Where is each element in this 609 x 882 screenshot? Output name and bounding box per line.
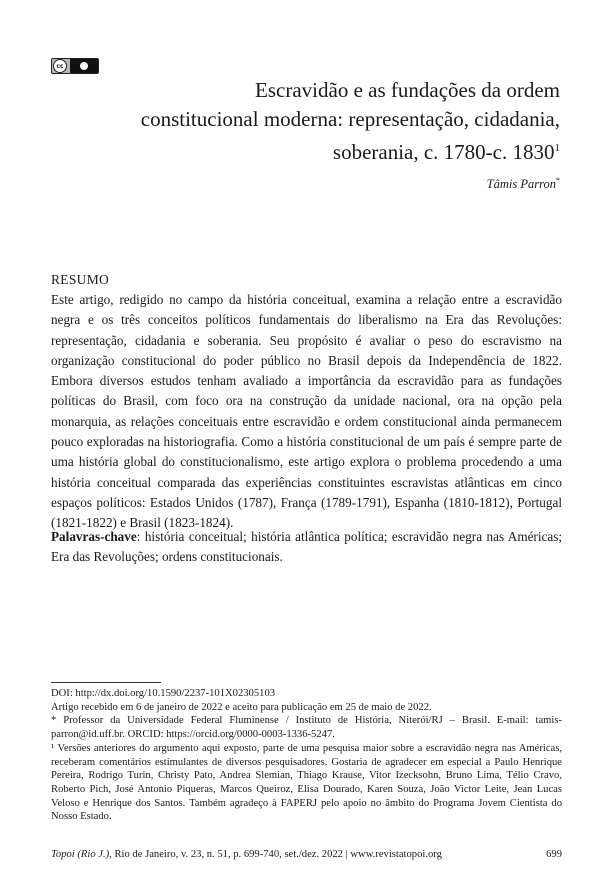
doi-line: DOI: http://dx.doi.org/10.1590/2237-101X02305103 xyxy=(51,688,276,699)
article-title: Escravidão e as fundações da ordem constitucional moderna: representação, cidadania, soberania, c. 1780-c. 1830$^1$ xyxy=(140,78,560,164)
cc-by-icon xyxy=(51,58,99,74)
abstract-text: Este artigo, redigido no campo da história conceitual, examina a relação entre a escravidão negra e os três conceitos políticos fundamentais do liberalismo na Era das Revoluções: representação, cidadania e soberania. Seu propósito é avaliar o peso do escravismo na organização constitucional do poder público no Brasil depois da Independência de 1822. Embora diversos estudos tenham avaliado a importância da escravidão para as fundações políticas do Brasil, com foco ora na construção da unidade nacional, ora na opção pela monarquia, as relações conceituais entre escravidão e ordem constitucional ainda permanecem pouco exploradas na historiografia. Como a história constitucional de um país é sempre parte de uma história global do constitucionalismo, este artigo explora o problema procedendo a uma história conceitual comparada das experiências constituintes escravistas atlânticas em cinco espaços políticos: Estados Unidos (1787), França (1789-1791), Espanha (1810-1812), Portugal (1821-1822) e Brasil (1823-1824). xyxy=(51,292,562,531)
page-footer xyxy=(51,849,562,860)
keywords-label: Palavras-chave xyxy=(51,529,137,544)
received-line: Artigo recebido em 6 de janeiro de 2022 e aceito para publicação em 25 de maio de 2022. xyxy=(51,701,432,713)
footnotes xyxy=(51,687,562,824)
keywords-text: : história conceitual; história atlântica política; escravidão negra nas Américas; Era das Revoluções; ordens constitucionais. xyxy=(51,529,562,565)
footnote-divider xyxy=(51,682,161,683)
author-affiliation-note: * Professor da Universidade Federal Fluminense / Instituto de História, Niterói/RJ – Brasil. E-mail: tamis-parron@id.uff.br. ORCID: https://orcid.org/0000-0003-1336-5247. xyxy=(51,715,562,741)
journal-name: Topoi (Rio J.) xyxy=(51,849,110,860)
by-logo xyxy=(70,59,98,73)
abstract-heading: RESUMO xyxy=(51,272,110,287)
author-footnote-marker: * xyxy=(556,176,560,185)
keywords xyxy=(51,527,562,568)
acknowledgement-note: ¹ Versões anteriores do argumento aqui exposto, parte de uma pesquisa maior sobre a escravidão negra nas Américas, receberam comentários estimulantes de diversos pesquisadores. Gostaria de agradecer em especial a Paulo Henrique Pereira, Rodrigo Turin, Christy Pato, Andrea Slemian, Thiago Krause, Vitor Izecksohn, Bruno Lima, Télio Cravo, Roberto Pich, José Antonio Piqueras, Marcos Queiroz, Elisa Dourado, Karen Souza, João Victor Leite, Jean Lucas Veloso e Henrique dos Santos. Também agradeço à FAPERJ pelo apoio no âmbito do Programa Jovem Cientista do Nosso Estado. xyxy=(51,742,562,823)
footer-citation: Topoi (Rio J.), Rio de Janeiro, v. 23, n. 51, p. 699-740, set./dez. 2022 | www.revistatopoi.org xyxy=(51,849,442,860)
page-number: 699 xyxy=(546,849,562,860)
author-name: Tâmis Parron* xyxy=(486,176,560,192)
title-footnote-marker: 1 xyxy=(554,142,560,154)
person-icon xyxy=(80,62,88,70)
cc-logo: cc xyxy=(53,59,67,73)
